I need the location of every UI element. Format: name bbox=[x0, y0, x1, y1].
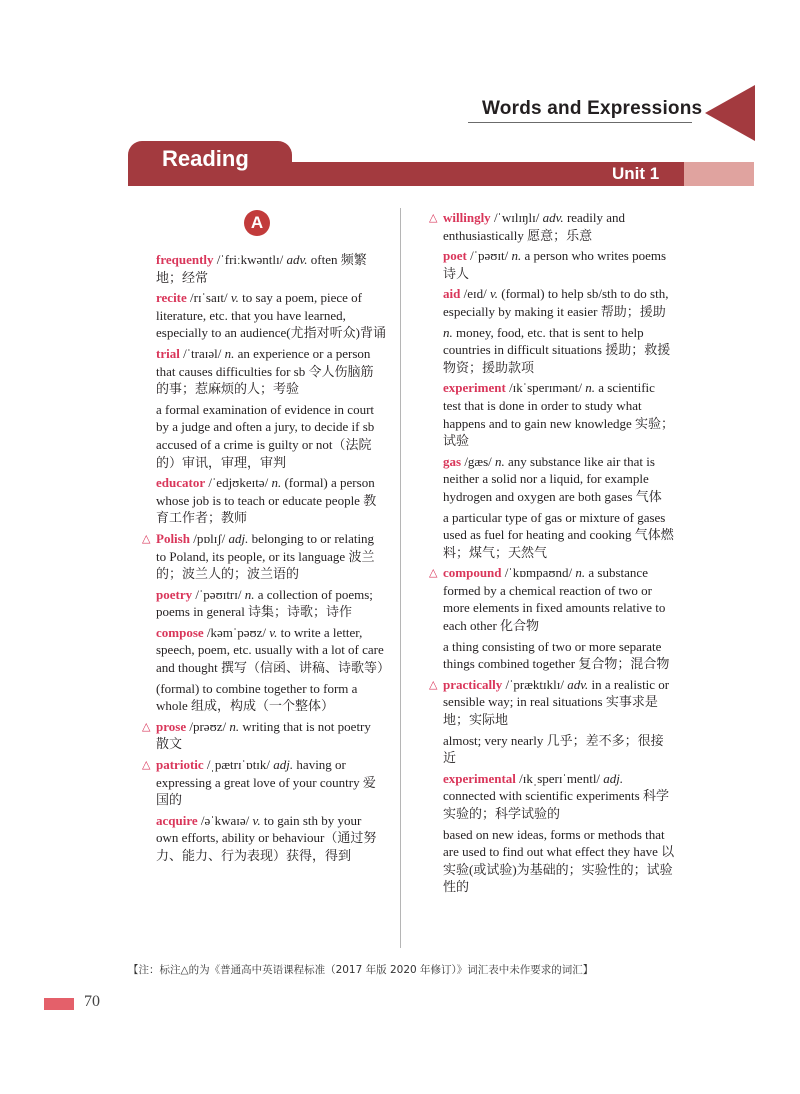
definition-text: almost; very nearly 几乎；差不多；很接近 bbox=[443, 732, 664, 766]
entry-sense bbox=[156, 680, 386, 715]
entry-sense bbox=[156, 401, 386, 471]
headword: willingly bbox=[443, 210, 491, 225]
definition-text: based on new ideas, forms or methods that are used to find out what effect they have 以实验(或试验)为基础的；实验性的；试验性的 bbox=[443, 826, 675, 895]
definition-text: /ˈkɒmpaʊnd/ n. a substance formed by a chemical reaction of two or more elements in fixed amounts relative to each other 化合物 bbox=[443, 565, 666, 634]
definition-text: a particular type of gas or mixture of gases used as fuel for heating and cooking 气体燃料；煤气；天然气 bbox=[443, 509, 674, 560]
part-of-speech: adv. bbox=[286, 252, 308, 267]
section-badge: A bbox=[244, 210, 270, 236]
entry-sense bbox=[443, 638, 675, 673]
definition-text: /ˈtraɪəl/ n. an experience or a person that causes difficulties for sb 令人伤脑筋的事；惹麻烦的人；考验 bbox=[156, 345, 374, 397]
entry-sense bbox=[443, 247, 675, 282]
headword: compound bbox=[443, 565, 502, 581]
glossary-entry bbox=[156, 474, 386, 527]
glossary-entry bbox=[443, 453, 675, 562]
section-badge-wrap bbox=[156, 208, 386, 251]
left-column bbox=[142, 208, 390, 868]
entry-sense bbox=[156, 530, 386, 583]
definition-text: /ɪkˌsperɪˈmentl/ adj. connected with scientific experiments 科学实验的；科学试验的 bbox=[443, 770, 669, 821]
triangle-marker-icon: △ bbox=[429, 211, 438, 224]
entry-sense bbox=[156, 251, 386, 286]
definition-text: /ˈpræktɪklɪ/ adv. in a realistic or sensible way; in real situations 实事求是地；实际地 bbox=[443, 676, 670, 728]
glossary-entry bbox=[443, 379, 675, 449]
column-divider bbox=[400, 208, 401, 948]
triangle-marker-icon: △ bbox=[429, 677, 438, 691]
headword: poet bbox=[443, 248, 467, 264]
part-of-speech: adj. bbox=[603, 770, 624, 786]
part-of-speech: n. bbox=[224, 345, 235, 361]
page-number: 70 bbox=[84, 993, 100, 1010]
triangle-marker-icon: △ bbox=[429, 566, 438, 580]
part-of-speech: adv. bbox=[567, 676, 589, 692]
definition-text: /ˈfriːkwəntlɪ/ adv. often 频繁地；经常 bbox=[156, 252, 367, 285]
part-of-speech: adj. bbox=[273, 757, 294, 773]
glossary-entry bbox=[443, 285, 675, 376]
glossary-entry bbox=[156, 812, 386, 865]
headword: Polish bbox=[156, 530, 190, 546]
triangle-marker-icon: △ bbox=[142, 719, 151, 733]
entry-sense bbox=[443, 770, 675, 823]
part-of-speech: v. bbox=[489, 286, 499, 302]
part-of-speech: n. bbox=[229, 718, 240, 734]
glossary-entry bbox=[156, 624, 390, 715]
headword: frequently bbox=[156, 252, 214, 267]
reading-label: Reading bbox=[162, 146, 249, 171]
entry-sense bbox=[156, 718, 386, 753]
definition-text: /prəʊz/ n. writing that is not poetry 散文 bbox=[156, 718, 371, 752]
headword: recite bbox=[156, 290, 187, 306]
part-of-speech: v. bbox=[230, 290, 239, 306]
entry-sense bbox=[443, 732, 675, 767]
entry-sense bbox=[443, 379, 675, 449]
headword: educator bbox=[156, 475, 206, 491]
glossary-entry bbox=[142, 718, 386, 753]
entry-sense bbox=[443, 453, 675, 506]
glossary-entry bbox=[156, 345, 386, 471]
headword: prose bbox=[156, 718, 187, 734]
entry-sense bbox=[156, 624, 390, 677]
glossary-entry bbox=[429, 209, 675, 244]
reading-tab bbox=[128, 141, 292, 186]
definition-text: /ˈpəʊɪtrɪ/ n. a collection of poems; poems in general 诗集；诗歌；诗作 bbox=[156, 586, 373, 620]
glossary-entry bbox=[443, 247, 675, 282]
glossary-entry bbox=[429, 676, 675, 767]
definition-text: /rɪˈsaɪt/ v. to say a poem, piece of literature, etc. that you have learned, especially to an audience(尤指对听众)背诵 bbox=[156, 290, 386, 341]
entry-sense bbox=[443, 676, 675, 729]
part-of-speech: n. bbox=[244, 586, 255, 602]
glossary-entry bbox=[156, 251, 386, 286]
entry-sense bbox=[443, 324, 675, 377]
headword: compose bbox=[156, 624, 204, 640]
header-band-accent bbox=[684, 162, 754, 186]
part-of-speech: v. bbox=[269, 624, 278, 640]
glossary-entry bbox=[156, 289, 386, 342]
glossary-entry bbox=[429, 564, 675, 673]
headword: practically bbox=[443, 676, 503, 692]
entry-sense bbox=[443, 826, 675, 896]
headword: aid bbox=[443, 286, 461, 302]
entry-sense bbox=[443, 564, 675, 634]
entry-sense bbox=[443, 509, 675, 562]
part-of-speech: adj. bbox=[228, 530, 249, 546]
glossary-entry bbox=[142, 530, 386, 583]
entry-sense bbox=[156, 474, 386, 527]
part-of-speech: n. bbox=[443, 324, 453, 340]
unit-label: Unit 1 bbox=[612, 164, 660, 183]
right-column bbox=[429, 209, 675, 899]
entry-sense bbox=[156, 812, 386, 865]
headword: patriotic bbox=[156, 757, 204, 773]
section-title: Words and Expressions bbox=[482, 98, 703, 119]
definition-text: (formal) to combine together to form a whole 组成，构成（一个整体） bbox=[156, 680, 358, 714]
entry-sense bbox=[156, 586, 386, 621]
part-of-speech: n. bbox=[495, 453, 505, 469]
part-of-speech: n. bbox=[585, 380, 595, 396]
definition-text: /ɪkˈsperɪmənt/ n. a scientific test that is done in order to study what happens and to gain new knowledge 实验；试验 bbox=[443, 380, 675, 449]
headword: acquire bbox=[156, 812, 198, 828]
triangle-marker-icon: △ bbox=[142, 531, 151, 545]
glossary-entry bbox=[443, 770, 675, 896]
entry-sense bbox=[443, 285, 675, 320]
definition-text: n. money, food, etc. that is sent to help countries in difficult situations 援助；救援物资；援助款项 bbox=[443, 324, 671, 375]
title-underline bbox=[468, 122, 692, 123]
definition-text: a thing consisting of two or more separate things combined together 复合物；混合物 bbox=[443, 638, 670, 672]
headword: gas bbox=[443, 453, 462, 469]
definition-text: /kəmˈpəʊz/ v. to write a letter, speech, poem, etc. usually with a lot of care and thought 撰写（信函、讲稿、诗歌等） bbox=[156, 624, 390, 676]
definition-text: /eɪd/ v. (formal) to help sb/sth to do sth, especially by making it easier 帮助；援助 bbox=[443, 286, 669, 319]
definition-text: /ˈwɪlɪŋlɪ/ adv. readily and enthusiastically 愿意；乐意 bbox=[443, 210, 626, 243]
glossary-entry bbox=[156, 586, 386, 621]
definition-text: /ˈpəʊɪt/ n. a person who writes poems 诗人 bbox=[443, 248, 667, 281]
part-of-speech: v. bbox=[252, 812, 261, 828]
definition-text: a formal examination of evidence in court by a judge and often a jury, to decide if sb accused of a crime is guilty or not（法院的）审讯，审理，审判 bbox=[156, 401, 375, 470]
definition-text: /ˈedjʊkeɪtə/ n. (formal) a person whose job is to teach or educate people 教育工作者；教师 bbox=[156, 475, 377, 526]
headword: experimental bbox=[443, 770, 516, 786]
entry-sense bbox=[443, 209, 675, 244]
definition-text: /gæs/ n. any substance like air that is neither a solid nor a liquid, for example hydrogen and oxygen are both gases 气体 bbox=[443, 453, 662, 504]
part-of-speech: n. bbox=[511, 248, 522, 264]
triangle-decoration bbox=[705, 85, 755, 141]
triangle-marker-icon: △ bbox=[142, 758, 151, 772]
headword: poetry bbox=[156, 586, 193, 602]
glossary-entry bbox=[142, 756, 386, 809]
entry-sense bbox=[156, 345, 386, 398]
definition-text: /ˌpætrɪˈɒtɪk/ adj. having or expressing a great love of your country 爱国的 bbox=[156, 757, 376, 808]
definition-text: /əˈkwaɪə/ v. to gain sth by your own efforts, ability or behaviour（通过努力、能力、行为表现）获得，得到 bbox=[156, 812, 377, 863]
entry-sense bbox=[156, 289, 386, 342]
headword: trial bbox=[156, 345, 180, 361]
headword: experiment bbox=[443, 380, 506, 396]
footnote: 【注：标注△的为《普通高中英语课程标准（2017 年版 2020 年修订）》词汇表中未作要求的词汇】 bbox=[128, 964, 594, 976]
page-number-bar bbox=[44, 998, 74, 1010]
part-of-speech: n. bbox=[575, 565, 586, 581]
definition-text: /pɒlɪʃ/ adj. belonging to or relating to Poland, its people, or its language 波兰的；波兰人的；波兰语的 bbox=[156, 530, 375, 582]
part-of-speech: adv. bbox=[542, 210, 564, 225]
part-of-speech: n. bbox=[271, 475, 282, 491]
entry-sense bbox=[156, 756, 386, 809]
